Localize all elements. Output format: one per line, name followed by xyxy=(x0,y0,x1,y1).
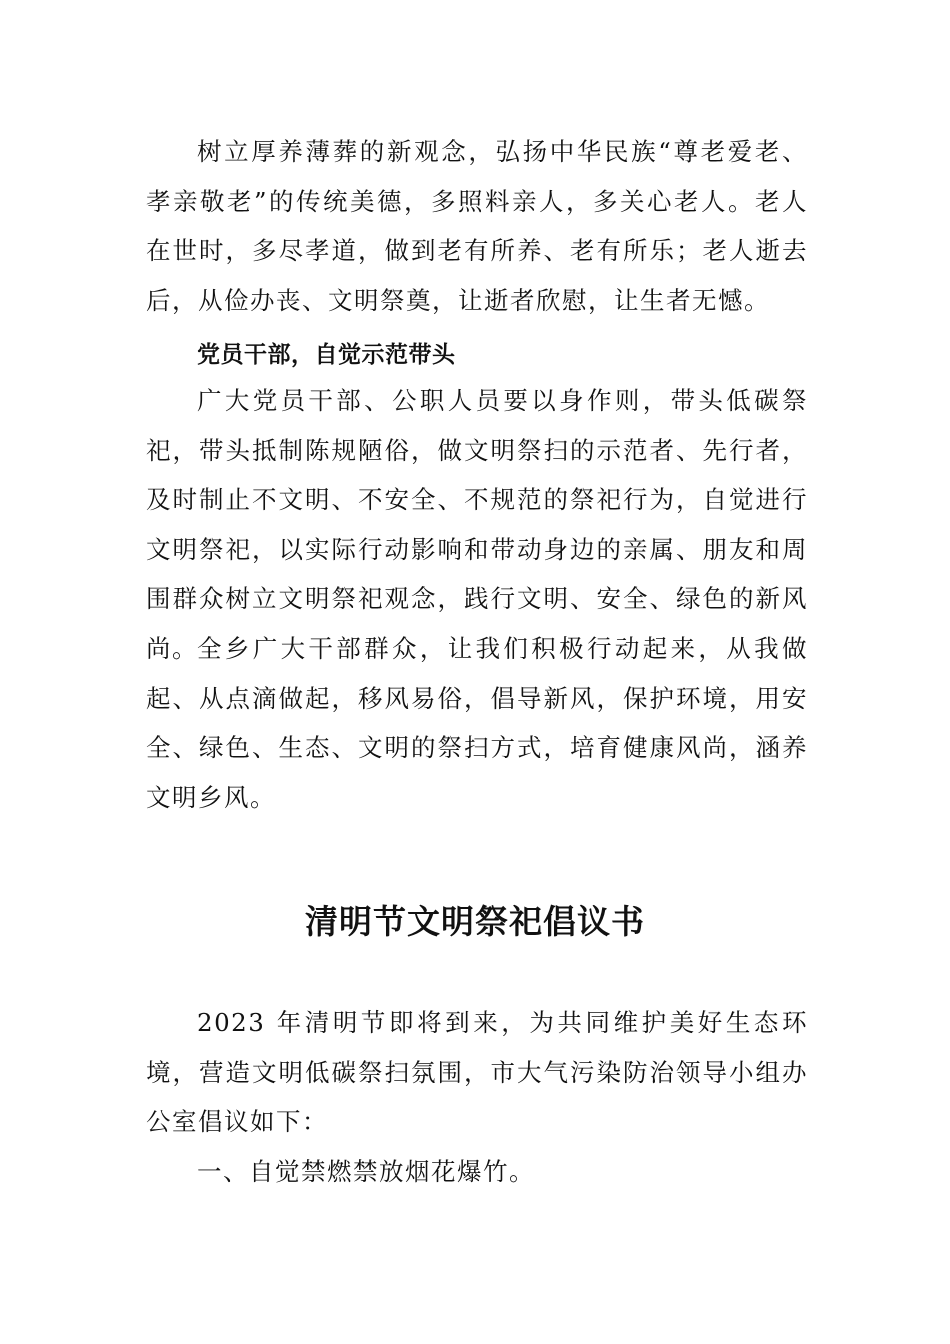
paragraph-filial-piety: 树立厚养薄葬的新观念，弘扬中华民族“尊老爱老、孝亲敬老”的传统美德，多照料亲人，多关心老人。老人在世时，多尽孝道，做到老有所养、老有所乐；老人逝去后，从俭办丧、文明祭奠，让逝者欣慰，让生者无憾。 xyxy=(146,137,808,315)
paragraph-intro: 2023 年清明节即将到来，为共同维护美好生态环境，营造文明低碳祭扫氛围，市大气污染防治领导小组办公室倡议如下： xyxy=(146,1008,808,1137)
paragraph-party-cadres: 广大党员干部、公职人员要以身作则，带头低碳祭祀，带头抵制陈规陋俗，做文明祭扫的示范者、先行者，及时制止不文明、不安全、不规范的祭祀行为，自觉进行文明祭祀，以实际行动影响和带动身边的亲属、朋友和周围群众树立文明祭祀观念，践行文明、安全、绿色的新风尚。 xyxy=(146,386,808,663)
list-item-1: 一、自觉禁燃禁放烟花爆竹。 xyxy=(197,1157,535,1186)
section-heading-party-cadres: 党员干部，自觉示范带头 xyxy=(197,342,456,368)
document-title: 清明节文明祭祀倡议书 xyxy=(305,902,645,941)
paragraph-call-to-action: 全乡广大干部群众，让我们积极行动起来，从我做起、从点滴做起，移风易俗，倡导新风，保护环境，用安全、绿色、生态、文明的祭扫方式，培育健康风尚，涵养文明乡风。 xyxy=(146,634,808,812)
